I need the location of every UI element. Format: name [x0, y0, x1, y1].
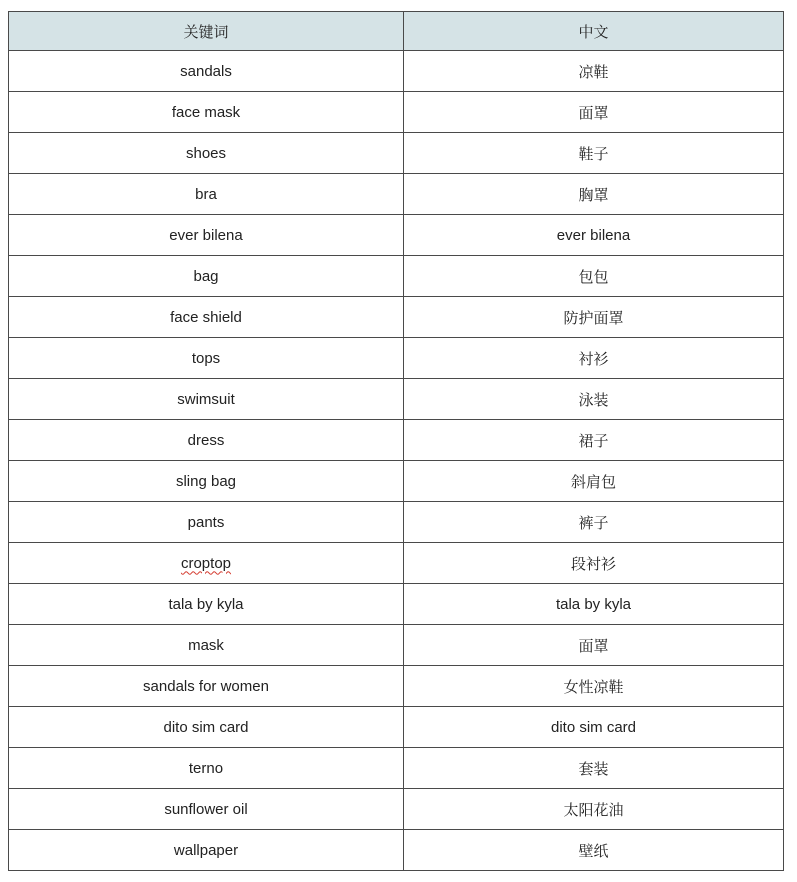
- table-row: [9, 830, 784, 871]
- keyword-cell: [9, 666, 404, 707]
- keyword-cell: [9, 338, 404, 379]
- keyword-cell: [9, 830, 404, 871]
- chinese-text: 泳装: [578, 391, 609, 409]
- keyword-cell: [9, 379, 404, 420]
- chinese-text: 防护面罩: [563, 309, 624, 327]
- keyword-text: sandals for women: [143, 677, 269, 695]
- table-row: [9, 174, 784, 215]
- keyword-text: bra: [195, 185, 217, 203]
- chinese-cell: [404, 625, 784, 666]
- chinese-text: 裤子: [578, 514, 609, 532]
- header-keyword: 关键词: [9, 12, 404, 51]
- keyword-text: tala by kyla: [168, 595, 244, 613]
- chinese-cell: [404, 584, 784, 625]
- keyword-text: sling bag: [175, 472, 237, 490]
- chinese-cell: [404, 748, 784, 789]
- chinese-text: dito sim card: [550, 718, 637, 736]
- chinese-cell: [404, 543, 784, 584]
- chinese-text: 套装: [578, 760, 609, 778]
- keyword-cell: [9, 625, 404, 666]
- chinese-text: 斜肩包: [570, 473, 616, 491]
- chinese-cell: [404, 256, 784, 297]
- table-row: [9, 215, 784, 256]
- table-row: [9, 789, 784, 830]
- chinese-text: 壁纸: [578, 842, 609, 860]
- table-row: [9, 379, 784, 420]
- keyword-text: wallpaper: [173, 841, 239, 859]
- table-row: [9, 297, 784, 338]
- keyword-cell: [9, 51, 404, 92]
- chinese-text: 面罩: [578, 104, 609, 122]
- chinese-text: 凉鞋: [578, 63, 609, 81]
- chinese-cell: [404, 92, 784, 133]
- chinese-cell: [404, 830, 784, 871]
- keyword-text: pants: [187, 513, 225, 531]
- chinese-text: 裙子: [578, 432, 609, 450]
- table-row: [9, 502, 784, 543]
- keyword-text: swimsuit: [177, 390, 235, 408]
- keyword-text: croptop: [180, 554, 232, 572]
- chinese-cell: [404, 215, 784, 256]
- chinese-text: tala by kyla: [555, 595, 632, 613]
- chinese-text: 鞋子: [578, 145, 609, 163]
- keyword-cell: [9, 707, 404, 748]
- chinese-cell: [404, 707, 784, 748]
- keyword-cell: [9, 133, 404, 174]
- chinese-cell: [404, 379, 784, 420]
- chinese-cell: [404, 51, 784, 92]
- header-chinese: 中文: [404, 12, 784, 51]
- keyword-text: face shield: [170, 308, 242, 326]
- keyword-cell: [9, 420, 404, 461]
- chinese-cell: [404, 133, 784, 174]
- chinese-text: 女性凉鞋: [563, 678, 624, 696]
- keyword-text: face mask: [171, 103, 241, 121]
- keyword-text: shoes: [185, 144, 227, 162]
- table-body: [9, 51, 784, 871]
- keyword-cell: [9, 297, 404, 338]
- keyword-cell: [9, 502, 404, 543]
- keyword-cell: [9, 174, 404, 215]
- keyword-cell: [9, 256, 404, 297]
- table-row: [9, 92, 784, 133]
- table-row: [9, 51, 784, 92]
- keyword-table: [8, 11, 784, 871]
- keyword-text: ever bilena: [169, 226, 243, 244]
- chinese-text: ever bilena: [556, 226, 631, 244]
- table-row: [9, 420, 784, 461]
- chinese-text: 段衬衫: [570, 555, 616, 573]
- table-row: [9, 256, 784, 297]
- chinese-text: 太阳花油: [563, 801, 624, 819]
- table-row: [9, 748, 784, 789]
- table-row: [9, 543, 784, 584]
- keyword-text: tops: [191, 349, 221, 367]
- table-row: [9, 584, 784, 625]
- keyword-text: dress: [187, 431, 225, 449]
- table-row: [9, 338, 784, 379]
- chinese-cell: [404, 338, 784, 379]
- chinese-cell: [404, 297, 784, 338]
- chinese-cell: [404, 420, 784, 461]
- chinese-cell: [404, 461, 784, 502]
- keyword-table-container: [8, 11, 783, 871]
- chinese-text: 胸罩: [578, 186, 609, 204]
- table-row: [9, 666, 784, 707]
- table-header-row: [9, 12, 784, 51]
- keyword-cell: [9, 543, 404, 584]
- keyword-text: terno: [188, 759, 224, 777]
- chinese-text: 面罩: [578, 637, 609, 655]
- table-row: [9, 625, 784, 666]
- keyword-text: sunflower oil: [164, 800, 248, 818]
- keyword-text: bag: [193, 267, 219, 285]
- table-row: [9, 707, 784, 748]
- chinese-text: 衬衫: [578, 350, 609, 368]
- chinese-cell: [404, 789, 784, 830]
- keyword-cell: [9, 92, 404, 133]
- keyword-text: mask: [188, 636, 224, 654]
- keyword-cell: [9, 748, 404, 789]
- chinese-cell: [404, 174, 784, 215]
- table-row: [9, 461, 784, 502]
- keyword-cell: [9, 215, 404, 256]
- keyword-cell: [9, 584, 404, 625]
- keyword-cell: [9, 461, 404, 502]
- keyword-text: dito sim card: [163, 718, 249, 736]
- chinese-text: 包包: [578, 268, 609, 286]
- table-row: [9, 133, 784, 174]
- chinese-cell: [404, 666, 784, 707]
- chinese-cell: [404, 502, 784, 543]
- keyword-text: sandals: [180, 62, 232, 80]
- keyword-cell: [9, 789, 404, 830]
